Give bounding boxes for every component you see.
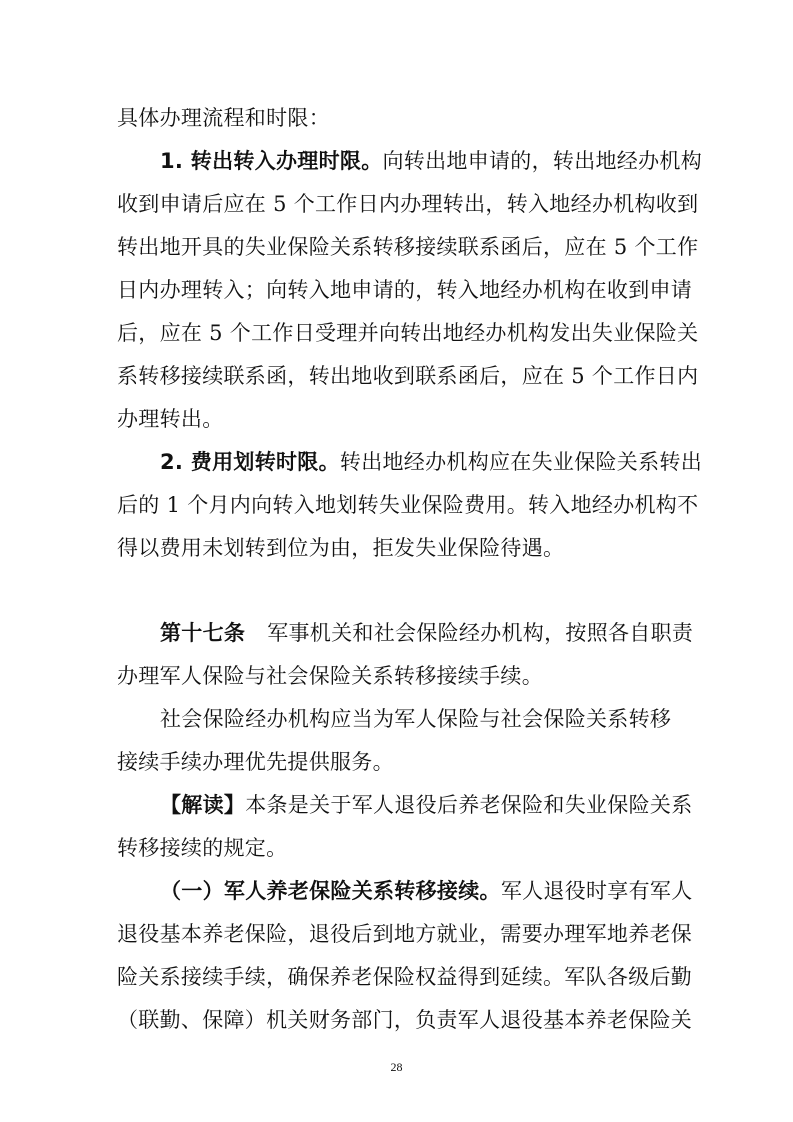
item-heading: 2. 费用划转时限。	[160, 450, 340, 474]
section-text: 军人退役时享有军人	[500, 879, 693, 903]
section-heading: （一）军人养老保险关系转移接续。	[160, 879, 501, 903]
item-text: 向转出地申请的，转出地经办机构	[382, 149, 702, 173]
text-line: 系转移接续联系函，转出地收到联系函后，应在 5 个工作日内	[117, 364, 699, 388]
article-line-head	[160, 618, 693, 648]
text-line: 接续手续办理优先提供服务。	[117, 750, 394, 774]
text-line: 社会保险经办机构应当为军人保险与社会保险关系转移	[160, 707, 672, 731]
article-heading: 第十七条	[160, 621, 246, 645]
text-line: 后的 1 个月内向转入地划转失业保险费用。转入地经办机构不	[117, 493, 699, 517]
interpretation-heading: 【解读】	[160, 793, 246, 817]
interpretation-line-head	[160, 790, 693, 820]
interpretation-text: 本条是关于军人退役后养老保险和失业保险关系	[245, 793, 693, 817]
text-line: 日内办理转入；向转入地申请的，转入地经办机构在收到申请	[117, 278, 693, 302]
page-number: 28	[390, 1060, 403, 1074]
text-line: 转出地开具的失业保险关系转移接续联系函后，应在 5 个工作	[117, 235, 699, 259]
text-line: 险关系接续手续，确保养老保险权益得到延续。军队各级后勤	[117, 965, 693, 989]
text-line: 转移接续的规定。	[117, 836, 288, 860]
text-line: 办理转出。	[117, 407, 224, 431]
section-line-head	[160, 876, 693, 906]
article-text: 军事机关和社会保险经办机构，按照各自职责	[267, 621, 694, 645]
text-line: 办理军人保险与社会保险关系转移接续手续。	[117, 664, 543, 688]
text-line: 具体办理流程和时限：	[117, 106, 330, 130]
item-text: 转出地经办机构应在失业保险关系转出	[339, 450, 703, 474]
text-line: （联勤、保障）机关财务部门，负责军人退役基本养老保险关	[117, 1008, 693, 1032]
text-line: 得以费用未划转到位为由，拒发失业保险待遇。	[117, 536, 565, 560]
paragraph-line-head	[160, 146, 702, 176]
text-line: 后，应在 5 个工作日受理并向转出地经办机构发出失业保险关	[117, 321, 699, 345]
text-line: 退役基本养老保险，退役后到地方就业，需要办理军地养老保	[117, 922, 693, 946]
paragraph-line-head	[160, 447, 702, 477]
text-line: 收到申请后应在 5 个工作日内办理转出，转入地经办机构收到	[117, 192, 699, 216]
item-heading: 1. 转出转入办理时限。	[160, 149, 383, 173]
